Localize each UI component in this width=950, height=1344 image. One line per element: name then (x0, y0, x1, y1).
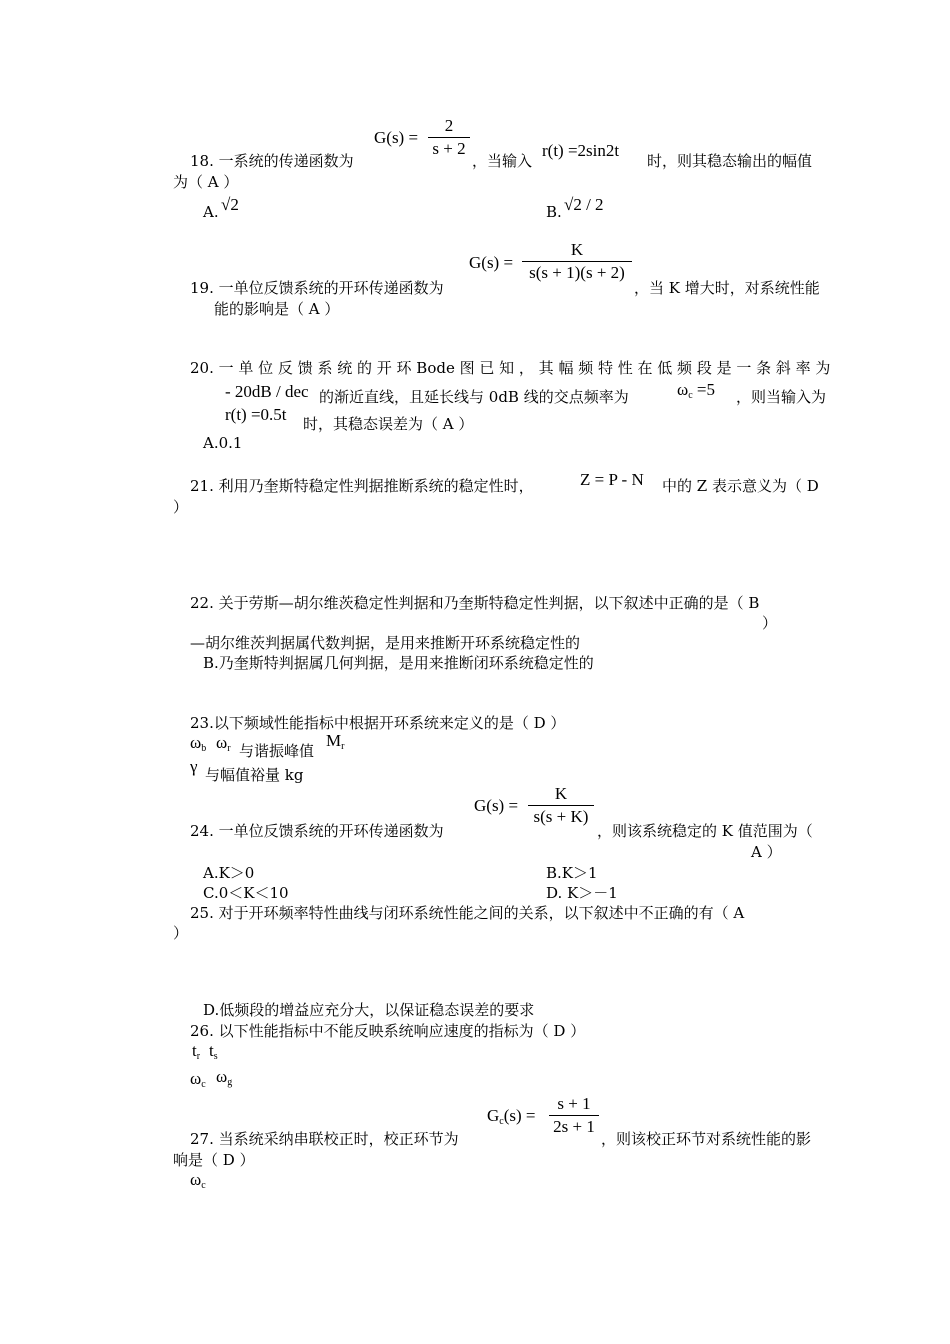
q23-mr-sub: r (341, 741, 345, 752)
q21-stem: 21. 利用乃奎斯特稳定性判据推断系统的稳定性时， (190, 477, 534, 495)
q23-mr (326, 731, 344, 752)
q23-omega-b-sub: b (201, 743, 207, 754)
q27-numerator: s + 1 (549, 1094, 599, 1116)
q27-fraction (549, 1094, 599, 1137)
q24-option-b: B.K＞1 (546, 864, 598, 882)
q19-stem: 19. 一单位反馈系统的开环传递函数为 (190, 279, 444, 297)
q23-gamma-tail: 与幅值裕量 kg (205, 766, 304, 784)
q26-omega-g-symbol: ω (216, 1067, 228, 1086)
q27-omega-c-symbol: ω (190, 1170, 202, 1189)
q20-option-a: A.0.1 (203, 434, 243, 452)
q22-stem: 22. 关于劳斯—胡尔维茨稳定性判据和乃奎斯特稳定性判据，以下叙述中正确的是（ B (190, 594, 760, 612)
q20-line1: 20. 一 单 位 反 馈 系 统 的 开 环 Bode 图 已 知 ， 其 幅 频 特 性 在 低 频 段 是 一 条 斜 率 为 (190, 359, 831, 377)
q26-tr-symbol: t (192, 1041, 197, 1060)
q18-tail: 时，则其稳态输出的幅值 (647, 152, 813, 170)
q20-omega-symbol: ω (677, 380, 689, 399)
q20-input: r(t) =0.5t (225, 405, 287, 424)
q18-input: r(t) =2sin2t (542, 141, 620, 160)
q20-line3-tail: 时，其稳态误差为（ A ） (303, 415, 474, 433)
q21-eq: Z = P - N (580, 470, 644, 489)
q23-omega-r (216, 733, 231, 754)
q23-mid: 与谐振峰值 (239, 742, 315, 760)
q27-eq-lhs (487, 1106, 536, 1127)
q24-answer: A ） (751, 843, 782, 861)
q26-omega-g-sub: g (227, 1077, 233, 1088)
q21-line2: ） (173, 498, 189, 516)
q23-omega-r-symbol: ω (216, 733, 228, 752)
q24-tail: ，则该系统稳定的 K 值范围为（ (597, 822, 813, 840)
q20-slope: - 20dB / dec (225, 382, 309, 401)
q18-numerator: 2 (428, 116, 470, 138)
q22-option-b: B.乃奎斯特判据属几何判据，是用来推断闭环系统稳定性的 (203, 654, 594, 672)
q18-option-b-expr: √2 / 2 (564, 195, 604, 214)
q23-stem: 23.以下频域性能指标中根据开环系统来定义的是（ D ） (190, 714, 566, 732)
q25-stem: 25. 对于开环频率特性曲线与闭环系统性能之间的关系，以下叙述中不正确的有（ A (190, 904, 745, 922)
q24-numerator: K (528, 784, 594, 806)
q22-line2: —胡尔维茨判据属代数判据，是用来推断开环系统稳定性的 (190, 634, 581, 652)
q23-mr-symbol: M (326, 731, 342, 750)
q19-denominator: s(s + 1)(s + 2) (529, 263, 625, 282)
q18-option-b: B. (546, 203, 562, 221)
q18-option-a-expr: √2 (221, 195, 239, 214)
q26-tr-sub: r (196, 1051, 201, 1062)
q26-omega-g (216, 1067, 232, 1088)
q27-eq-g: G (487, 1106, 500, 1125)
q23-omega-r-sub: r (227, 743, 231, 754)
q19-eq-lhs: G(s) = (469, 253, 514, 272)
q26-tr (192, 1041, 200, 1062)
q27-eq-rest: (s) = (503, 1106, 536, 1125)
q18-stem: 18. 一系统的传递函数为 (190, 152, 354, 170)
q27-omega-c (190, 1170, 206, 1191)
q18-denominator: s + 2 (432, 139, 466, 158)
q20-line2-mid: 的渐近直线，且延长线与 0dB 线的交点频率为 (319, 388, 629, 406)
q19-line2: 能的影响是（ A ） (214, 300, 340, 318)
q27-omega-c-sub: c (201, 1180, 206, 1191)
q18-eq-lhs: G(s) = (374, 128, 419, 147)
q18-mid: ，当输入 (472, 152, 533, 170)
q26-omega-c-symbol: ω (190, 1069, 202, 1088)
q24-stem: 24. 一单位反馈系统的开环传递函数为 (190, 822, 444, 840)
q27-eq-sub: c (499, 1116, 504, 1127)
q18-fraction (428, 116, 470, 159)
q22-close: ） (762, 614, 778, 632)
q20-omega-sub: c (688, 390, 693, 401)
q24-eq-lhs: G(s) = (474, 796, 519, 815)
q20-omega-value: =5 (692, 380, 715, 399)
q24-fraction (528, 784, 594, 827)
q25-line2: ） (173, 924, 189, 942)
q21-tail: 中的 Z 表示意义为（ D (662, 477, 819, 495)
q27-denominator: 2s + 1 (553, 1117, 595, 1136)
q27-tail: ，则该校正环节对系统性能的影 (601, 1130, 812, 1148)
q23-omega-b (190, 733, 206, 754)
q24-denominator: s(s + K) (533, 807, 589, 826)
q18-line2: 为（ A ） (173, 173, 239, 191)
q26-ts-sub: s (213, 1051, 218, 1062)
q19-numerator: K (522, 240, 632, 262)
q26-stem: 26. 以下性能指标中不能反映系统响应速度的指标为（ D ） (190, 1022, 586, 1040)
q19-fraction (522, 240, 632, 283)
q20-line2-tail: ，则当输入为 (736, 388, 827, 406)
q19-tail: ，当 K 增大时，对系统性能 (634, 279, 820, 297)
q26-ts-symbol: t (209, 1041, 214, 1060)
q23-gamma: γ (190, 757, 198, 776)
q26-omega-c (190, 1069, 206, 1090)
q26-omega-c-sub: c (201, 1079, 206, 1090)
q24-option-d: D. K＞－1 (546, 884, 618, 902)
q18-option-a: A. (203, 203, 219, 221)
q27-line2: 响是（ D ） (173, 1151, 255, 1169)
q24-option-a: A.K＞0 (203, 864, 255, 882)
q27-stem: 27. 当系统采纳串联校正时，校正环节为 (190, 1130, 459, 1148)
q23-omega-b-symbol: ω (190, 733, 202, 752)
q25-option-d: D.低频段的增益应充分大，以保证稳态误差的要求 (203, 1001, 535, 1019)
q24-option-c: C.0＜K＜10 (203, 884, 289, 902)
q26-ts (209, 1041, 218, 1062)
q20-omega (677, 380, 715, 401)
